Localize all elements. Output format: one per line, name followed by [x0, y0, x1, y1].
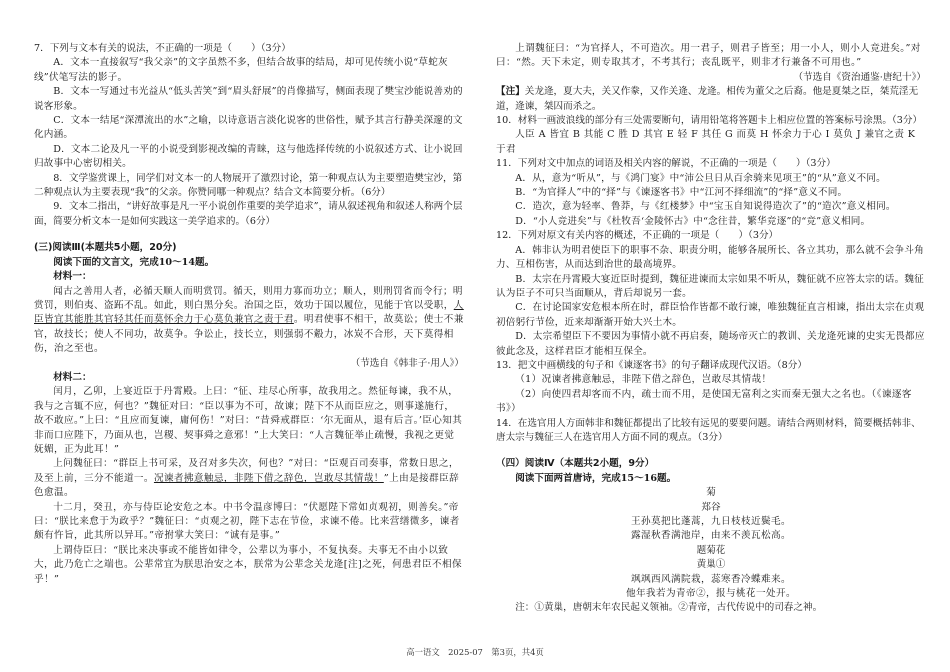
poem2-author: 黄巢①: [696, 559, 726, 571]
q7-option-c: C．文本一结尾“深潭流出的水”之喻，以诗意语言淡化说客的世俗性，赋予其言行静美深邃的文化内涵。: [34, 115, 463, 141]
poem1-line2: 露湿秋香满池岸，由来不羡瓦松高。: [631, 530, 791, 542]
q9: 9．文本二指出，“讲好故事是凡一平小说创作重要的美学追求”，请从叙述视角和叙述人称两个层面，简要分析文本一是如何实践这一美学追求的。（6分）: [34, 201, 463, 227]
poem1-line1: 王孙莫把比蓬蒿，九日枝枝近鬓毛。: [631, 516, 791, 527]
material1-wavy-line: 人臣皆宜其能胜其官轻其任而莫怀余力于心莫负兼官之责于君: [34, 299, 464, 326]
poem2-line2: 他年我若为青帝②，报与桃花一处开。: [626, 588, 796, 600]
material2-para1: 闰月，乙卯，上宴近臣于丹霄殿。上曰：“征、珪尽心所事，故我用之。然征每谏，我不从，我与之言辄不应，何也？”魏征对曰：“臣以事为不可，故谏；陛下不从而臣应之，则事遂施行，故不敢应。”上曰：“且应而复谏，庸何伤！”对曰：“昔舜戒群臣：‘尔无面从，退有后言。’臣心知其非而口应陛下，乃面从也，岂稷、契事舜之意邪！”上大笑曰：“人言魏征举止疏慢，我视之更觉妩媚，正为此耳！”: [34, 386, 463, 455]
material1-source: （节选自《韩非子·用人》）: [350, 357, 464, 369]
material2-para2-b: ”上由是接群臣辞色愈温。: [34, 472, 460, 499]
material1-text-a: 闻古之善用人者，必循天顺人而明赏罚。循天，则用力寡而功立；顺人，则刑罚省而令行；明赏罚，则伯夷、盗跖不乱。如此，则白黑分矣。治国之臣，效功于国以履位，见能于官以受职，: [34, 285, 463, 311]
material2-underline-sentence: 况谏者拂意触忌，非陛下借之辞色，岂敢尽其情哉！: [153, 472, 384, 484]
material2-para2-a: 上问魏征曰：“群臣上书可采，及召对多失次，何也？”对曰：“臣观百司奏事，常数日思之，及至上前，三分不能道一。: [34, 458, 459, 484]
q7-option-a: A．文本一直接叙写“我父亲”的文字虽然不多，但结合故事的结局，却可见传统小说“草蛇灰线”伏笔写法的影子。: [34, 57, 448, 83]
q12-option-c: C．在讨论国家安危根本所在时，群臣恰作皆都不敢行谏，唯独魏征直言相谏，指出太宗在贞观初倍躬行节俭，近来却渐渐开始大兴土木。: [496, 302, 925, 328]
q12-option-d: D．太宗希望臣下不要因为事情小就不再启奏，随场帝灭亡的教训、关龙逄死谏的史实无畏都应彼此念及，这样君臣才能相互保全。: [496, 331, 925, 357]
material2-para4: 上谓侍臣曰：“朕比来决事或不能皆如律令，公辈以为事小，不复执奏。夫事无不由小以致大，此乃危亡之端也。公辈常宜为朕思治安之本，朕常为公辈念关龙逄[注]之死，何患君臣不相保乎！”: [34, 544, 463, 585]
q12-stem: 12．下列对原文有关内容的概述，不正确的一项是（ ）（3分）: [496, 230, 779, 242]
q12-option-a: A．韩非认为明君使臣下的职事不杂、职责分明，能够各展所长、各立其功，那么就不会争斗角力、互相伤害，从而达到治世的最高境界。: [496, 244, 924, 271]
poem2-line1: 飒飒西风满院栽，蕊寒香冷蝶难来。: [631, 573, 791, 585]
q11-option-d: D．“小人竞进矣”与《杜牧吾‘金陵怀古》中“念往昔，繁华竞逐”的“竞”意义相同。: [515, 215, 871, 227]
material2-para2: [34, 457, 464, 500]
note: [496, 85, 926, 114]
page-footer: 高一语文 2025-07 第3页，共4页: [406, 647, 544, 657]
q7-option-d: D．文本二论及凡一平的小说受到影视改编的青睐，这与他选择传统的小说叙述方式、让小说回归故事中心密切相关。: [34, 143, 463, 170]
material1-text: [34, 285, 464, 357]
q13-stem: 13．把文中画横线的句子和《谏逐客书》的句子翻译成现代汉语。（8分）: [496, 359, 807, 371]
q12-option-b: B．太宗在丹霄殿大宴近臣时提到，魏征进谏而太宗如果不听从，魏征就不应答太宗的话。魏征认为臣子不可只当面顺从，背后却说另一套。: [496, 273, 924, 299]
section4-title: （四）阅读Ⅳ（本题共2小题，9分）: [496, 458, 655, 470]
section3-title: (三)阅读Ⅲ(本题共5小题，20分): [34, 242, 177, 254]
q11-option-c: C．造次，意为轻率、鲁莽，与《红楼梦》中“宝玉自知说得造次了”的“造次”意义相同。: [515, 201, 896, 213]
note-label: 【注】: [496, 86, 525, 98]
poem-note: 注：①黄巢，唐朝末年农民起义领袖。②青帝，古代传说中的司春之神。: [515, 602, 823, 614]
q13-item2: （2）向使四君却客而不内，疏士而不用，是使国无富利之实而秦无强大之名也。（《谏逐客书》）: [496, 388, 912, 415]
q11-stem: 11．下列对文中加点的词语及相关内容的解说，不正确的一项是（ ）（3分）: [496, 158, 836, 170]
q7-option-b: B．文本一写通过韦光益从“低头苦笑”到“眉头舒展”的肖像描写，侧面表现了樊宝沙能说善劝的说客形象。: [34, 86, 463, 112]
note-text: 关龙逄，夏大夫，关又作豢，又作关逄、龙逄。相传为董父之后裔。他是夏桀之臣，桀荒淫无道，逄谏，桀囚而杀之。: [496, 86, 919, 112]
material2-source: （节选自《资治通鉴·唐纪十》）: [793, 71, 926, 83]
material2-continued: 上谓魏征曰：“为官择人，不可造次。用一君子，则君子皆至；用一小人，则小人竞进矣。”对曰：“然。天下未定，则专取其才，不考其行；丧乱既平，则非才行兼备不可用也。”: [496, 43, 921, 69]
q11-option-a: A．从，意为“听从”，与《鸿门宴》中“沛公旦日从百余骑来见项王”的“从”意义不同。: [515, 172, 886, 184]
poem2-title: 题菊花: [696, 544, 726, 556]
section3-instruction: 阅读下面的文言文，完成10～14题。: [53, 256, 215, 268]
q11-option-b: B．“为官择人”中的“择”与《谏逐客书》中“江河不择细流”的“择”意义不同。: [515, 187, 848, 199]
material2-title: 材料二：: [53, 371, 92, 383]
material1-title: 材料一：: [53, 271, 92, 283]
q14: 14．在选官用人方面韩非和魏征都提出了比较有远见的要要问题。请结合两则材料，简要概括韩非、唐太宗与魏征三人在选官用人方面不同的观点。（3分）: [496, 417, 921, 443]
q8: 8．文学鉴赏课上，同学们对文本一的人物展开了激烈讨论，第一种观点认为主要塑造樊宝沙，第二种观点认为主要表现“我”的父亲。你赞同哪一种观点？结合文本简要分析。（6分）: [34, 172, 463, 199]
poem1-title: 菊: [706, 487, 716, 499]
section4-instruction: 阅读下面两首唐诗，完成15～16题。: [515, 472, 677, 484]
q10: 10．材料一画波浪线的部分有三处需要断句，请用铅笔将答题卡上相应位置的答案标号涂黑。（3分）: [496, 115, 923, 127]
material1-text-b: 。明君使事不相干，故莫讼；使士不兼官，故技长；使人不同功，故莫争。争讼止，技长立，则强弱不觳力，冰炭不合形，天下莫得相伤，治之至也。: [34, 314, 464, 355]
left-column: [34, 42, 464, 587]
material2-para3: 十二月，癸丑，亦与侍臣论安危之本。中书令温彦博曰：“伏愿陛下常如贞观初，则善矣。”帝曰：“朕比来怠于为政乎？”魏征曰：“贞观之初，陛下志在节俭，求谏不倦。比来营缮微多，谏者颇有忤旨，此其所以异耳。”帝拊掌大笑曰：“诚有是事。”: [34, 501, 460, 542]
q7-stem: 7．下列与文本有关的说法，不正确的一项是（ ）（3分）: [34, 43, 291, 54]
q10-sentence: 人臣 A 皆宜 B 其能 C 胜 D 其官 E 轻 F 其任 G 而莫 H 怀余力于心 I 莫负 J 兼官之责 K 于君: [496, 129, 916, 155]
q13-item1: （1）况谏者拂意触忌，非陛下借之辞色，岂敢尽其情哉！: [515, 374, 772, 386]
right-column: [496, 42, 926, 616]
poem1-author: 郑谷: [701, 501, 721, 513]
